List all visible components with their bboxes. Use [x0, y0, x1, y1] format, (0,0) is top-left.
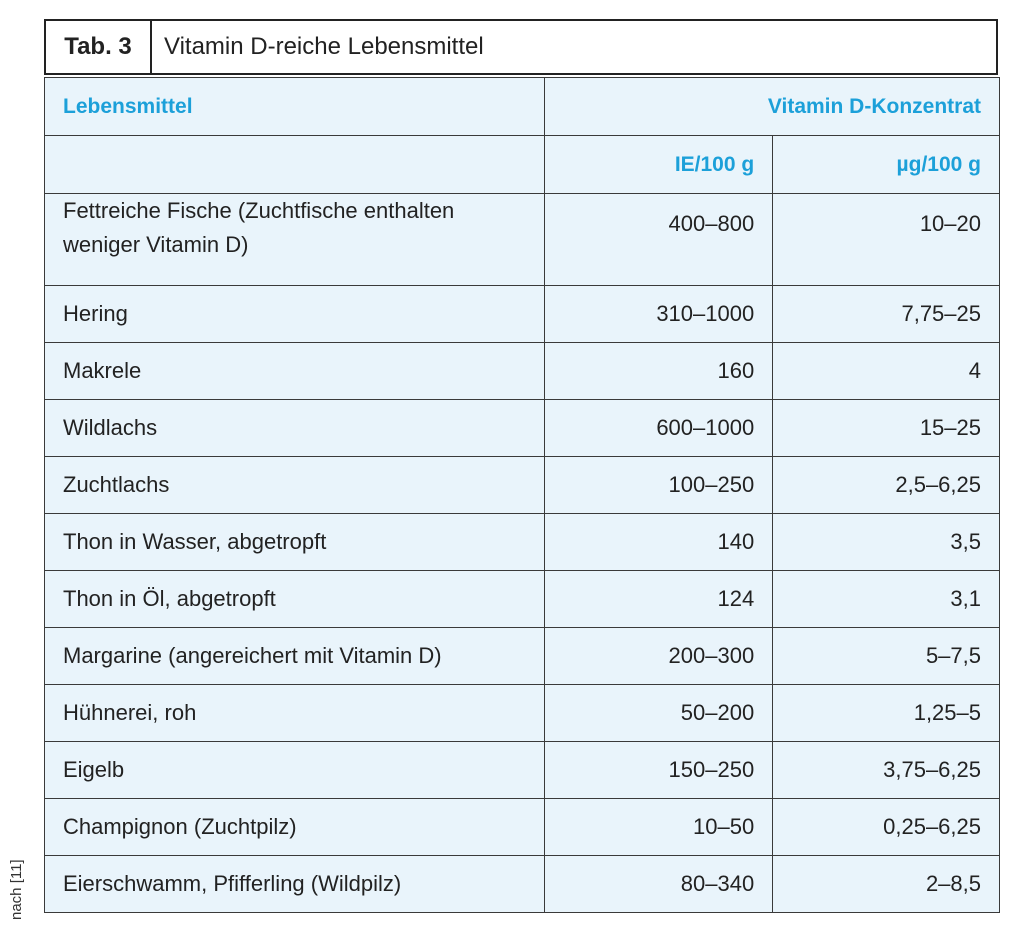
food-cell: Margarine (angereichert mit Vitamin D) [45, 628, 545, 685]
food-cell: Eigelb [45, 742, 545, 799]
ie-cell: 160 [545, 343, 773, 400]
ug-cell: 3,5 [773, 514, 1000, 571]
table-row [45, 286, 1000, 343]
table-row [45, 194, 1000, 286]
vitamin-d-table [44, 77, 1000, 913]
ie-cell: 600–1000 [545, 400, 773, 457]
ie-cell: 10–50 [545, 799, 773, 856]
ie-cell: 200–300 [545, 628, 773, 685]
table-row [45, 457, 1000, 514]
food-cell: Hühnerei, roh [45, 685, 545, 742]
ug-cell: 7,75–25 [773, 286, 1000, 343]
table-row [45, 514, 1000, 571]
table-row [45, 628, 1000, 685]
food-cell: Zuchtlachs [45, 457, 545, 514]
ie-cell: 124 [545, 571, 773, 628]
table-row [45, 400, 1000, 457]
ie-cell: 140 [545, 514, 773, 571]
source-note: nach [11] [8, 859, 25, 920]
ug-cell: 10–20 [773, 194, 1000, 286]
header-empty-cell [45, 136, 545, 194]
food-cell: Eierschwamm, Pfifferling (Wildpilz) [45, 856, 545, 913]
food-cell: Thon in Öl, abgetropft [45, 571, 545, 628]
ug-cell: 15–25 [773, 400, 1000, 457]
ie-cell: 150–250 [545, 742, 773, 799]
header-row [45, 78, 1000, 136]
header-food: Lebensmittel [45, 78, 545, 136]
food-cell: Wildlachs [45, 400, 545, 457]
table-row [45, 571, 1000, 628]
food-cell: Thon in Wasser, abgetropft [45, 514, 545, 571]
table-title-box [44, 19, 998, 75]
food-cell: Hering [45, 286, 545, 343]
table-number-label: Tab. 3 [46, 21, 152, 73]
ie-cell: 400–800 [545, 194, 773, 286]
ug-cell: 0,25–6,25 [773, 799, 1000, 856]
unit-header-row [45, 136, 1000, 194]
header-unit-ie: IE/100 g [545, 136, 773, 194]
ug-cell: 1,25–5 [773, 685, 1000, 742]
table-row [45, 856, 1000, 913]
ug-cell: 5–7,5 [773, 628, 1000, 685]
ug-cell: 4 [773, 343, 1000, 400]
header-unit-ug: µg/100 g [773, 136, 1000, 194]
ie-cell: 50–200 [545, 685, 773, 742]
ie-cell: 310–1000 [545, 286, 773, 343]
food-cell: Champignon (Zuchtpilz) [45, 799, 545, 856]
table-title: Vitamin D-reiche Lebensmittel [164, 33, 484, 60]
table-row [45, 343, 1000, 400]
food-cell: Makrele [45, 343, 545, 400]
table-row [45, 685, 1000, 742]
table-row [45, 799, 1000, 856]
ie-cell: 100–250 [545, 457, 773, 514]
ug-cell: 3,1 [773, 571, 1000, 628]
header-concentration: Vitamin D-Konzentrat [545, 78, 1000, 136]
ie-cell: 80–340 [545, 856, 773, 913]
table-row [45, 742, 1000, 799]
ug-cell: 2–8,5 [773, 856, 1000, 913]
food-cell: Fettreiche Fische (Zuchtfische enthalten weniger Vitamin D) [45, 194, 545, 286]
ug-cell: 3,75–6,25 [773, 742, 1000, 799]
ug-cell: 2,5–6,25 [773, 457, 1000, 514]
